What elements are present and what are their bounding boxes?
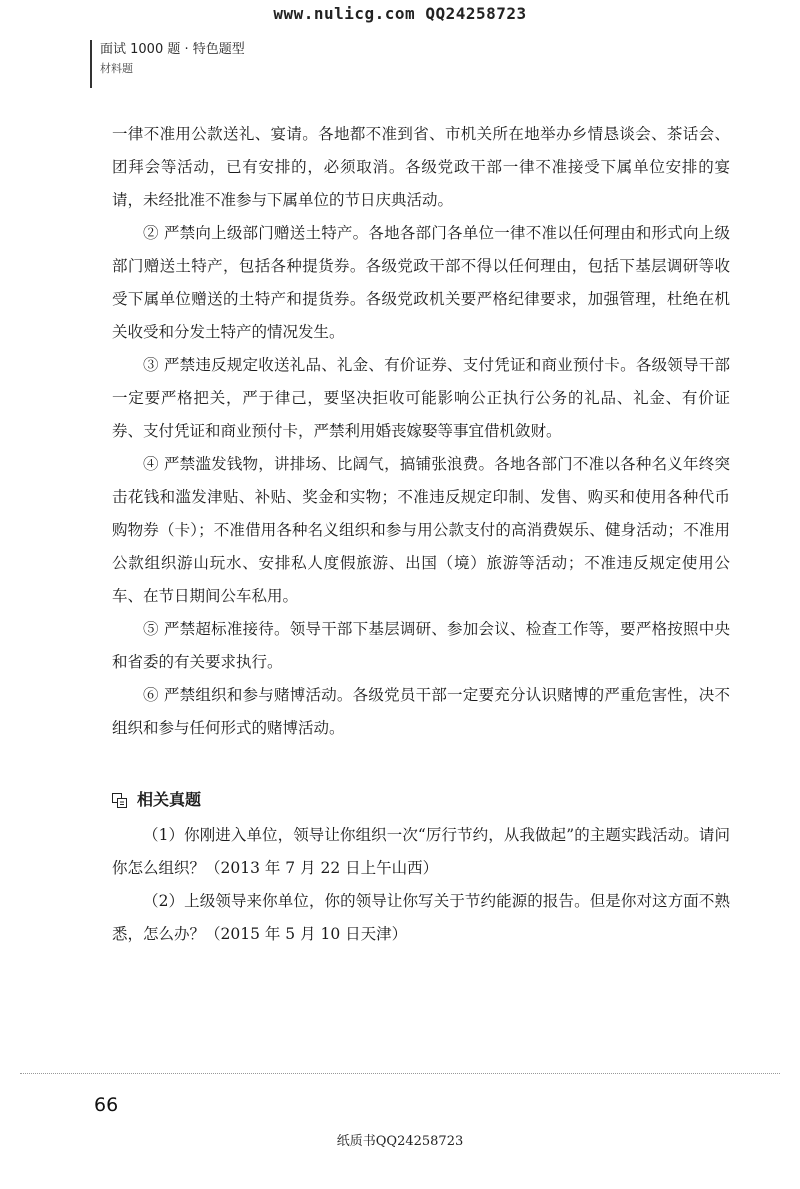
paragraph-2: ② 严禁向上级部门赠送土特产。各地各部门各单位一律不准以任何理由和形式向上级部门赠送土特产，包括各种提货券。各级党政干部不得以任何理由，包括下基层调研等收受下属单位赠送的土特产和提货券。各级党政机关要严格纪律要求，加强管理，杜绝在机关收受和分发土特产的情况发生。: [112, 224, 730, 341]
question-icon: [112, 793, 127, 808]
paragraph-3: ③ 严禁违反规定收送礼品、礼金、有价证券、支付凭证和商业预付卡。各级领导干部一定要严格把关，严于律己，要坚决拒收可能影响公正执行公务的礼品、礼金、有价证券、支付凭证和商业预付卡，严禁利用婚丧嫁娶等事宜借机敛财。: [112, 356, 730, 440]
paragraph-5: ⑤ 严禁超标准接待。领导干部下基层调研、参加会议、检查工作等，要严格按照中央和省委的有关要求执行。: [112, 620, 730, 671]
paragraph-6: ⑥ 严禁组织和参与赌博活动。各级党员干部一定要充分认识赌博的严重危害性，决不组织和参与任何形式的赌博活动。: [112, 686, 730, 737]
section-title: 相关真题: [137, 790, 202, 809]
question-1: （1）你刚进入单位，领导让你组织一次“厉行节约，从我做起”的主题实践活动。请问你怎么组织？（2013 年 7 月 22 日上午山西）: [112, 826, 730, 877]
paragraph-1: 一律不准用公款送礼、宴请。各地都不准到省、市机关所在地举办乡情恳谈会、茶话会、团拜会等活动，已有安排的，必须取消。各级党政干部一律不准接受下属单位安排的宴请，未经批准不准参与下属单位的节日庆典活动。: [112, 125, 730, 209]
running-header: [90, 40, 245, 88]
paragraph-4: ④ 严禁滥发钱物，讲排场、比阔气，搞铺张浪费。各地各部门不准以各种名义年终突击花钱和滥发津贴、补贴、奖金和实物；不准违反规定印制、发售、购买和使用各种代币购物券（卡）；不准借用各种名义组织和参与用公款支付的高消费娱乐、健身活动；不准用公款组织游山玩水、安排私人度假旅游、出国（境）旅游等活动；不准违反规定使用公车、在节日期间公车私用。: [112, 455, 730, 605]
chapter-subtitle: 材料题: [100, 62, 133, 75]
top-watermark: www.nulicg.com QQ24258723: [273, 4, 527, 23]
bottom-watermark: 纸质书QQ24258723: [336, 1134, 464, 1149]
footer-divider: [20, 1073, 780, 1074]
book-title: 面试 1000 题 · 特色题型: [100, 42, 245, 57]
page-number: 66: [94, 1094, 119, 1116]
section-heading: [112, 785, 730, 815]
main-content: [112, 118, 730, 951]
question-2: （2）上级领导来你单位，你的领导让你写关于节约能源的报告。但是你对这方面不熟悉，怎么办？（2015 年 5 月 10 日天津）: [112, 892, 730, 943]
